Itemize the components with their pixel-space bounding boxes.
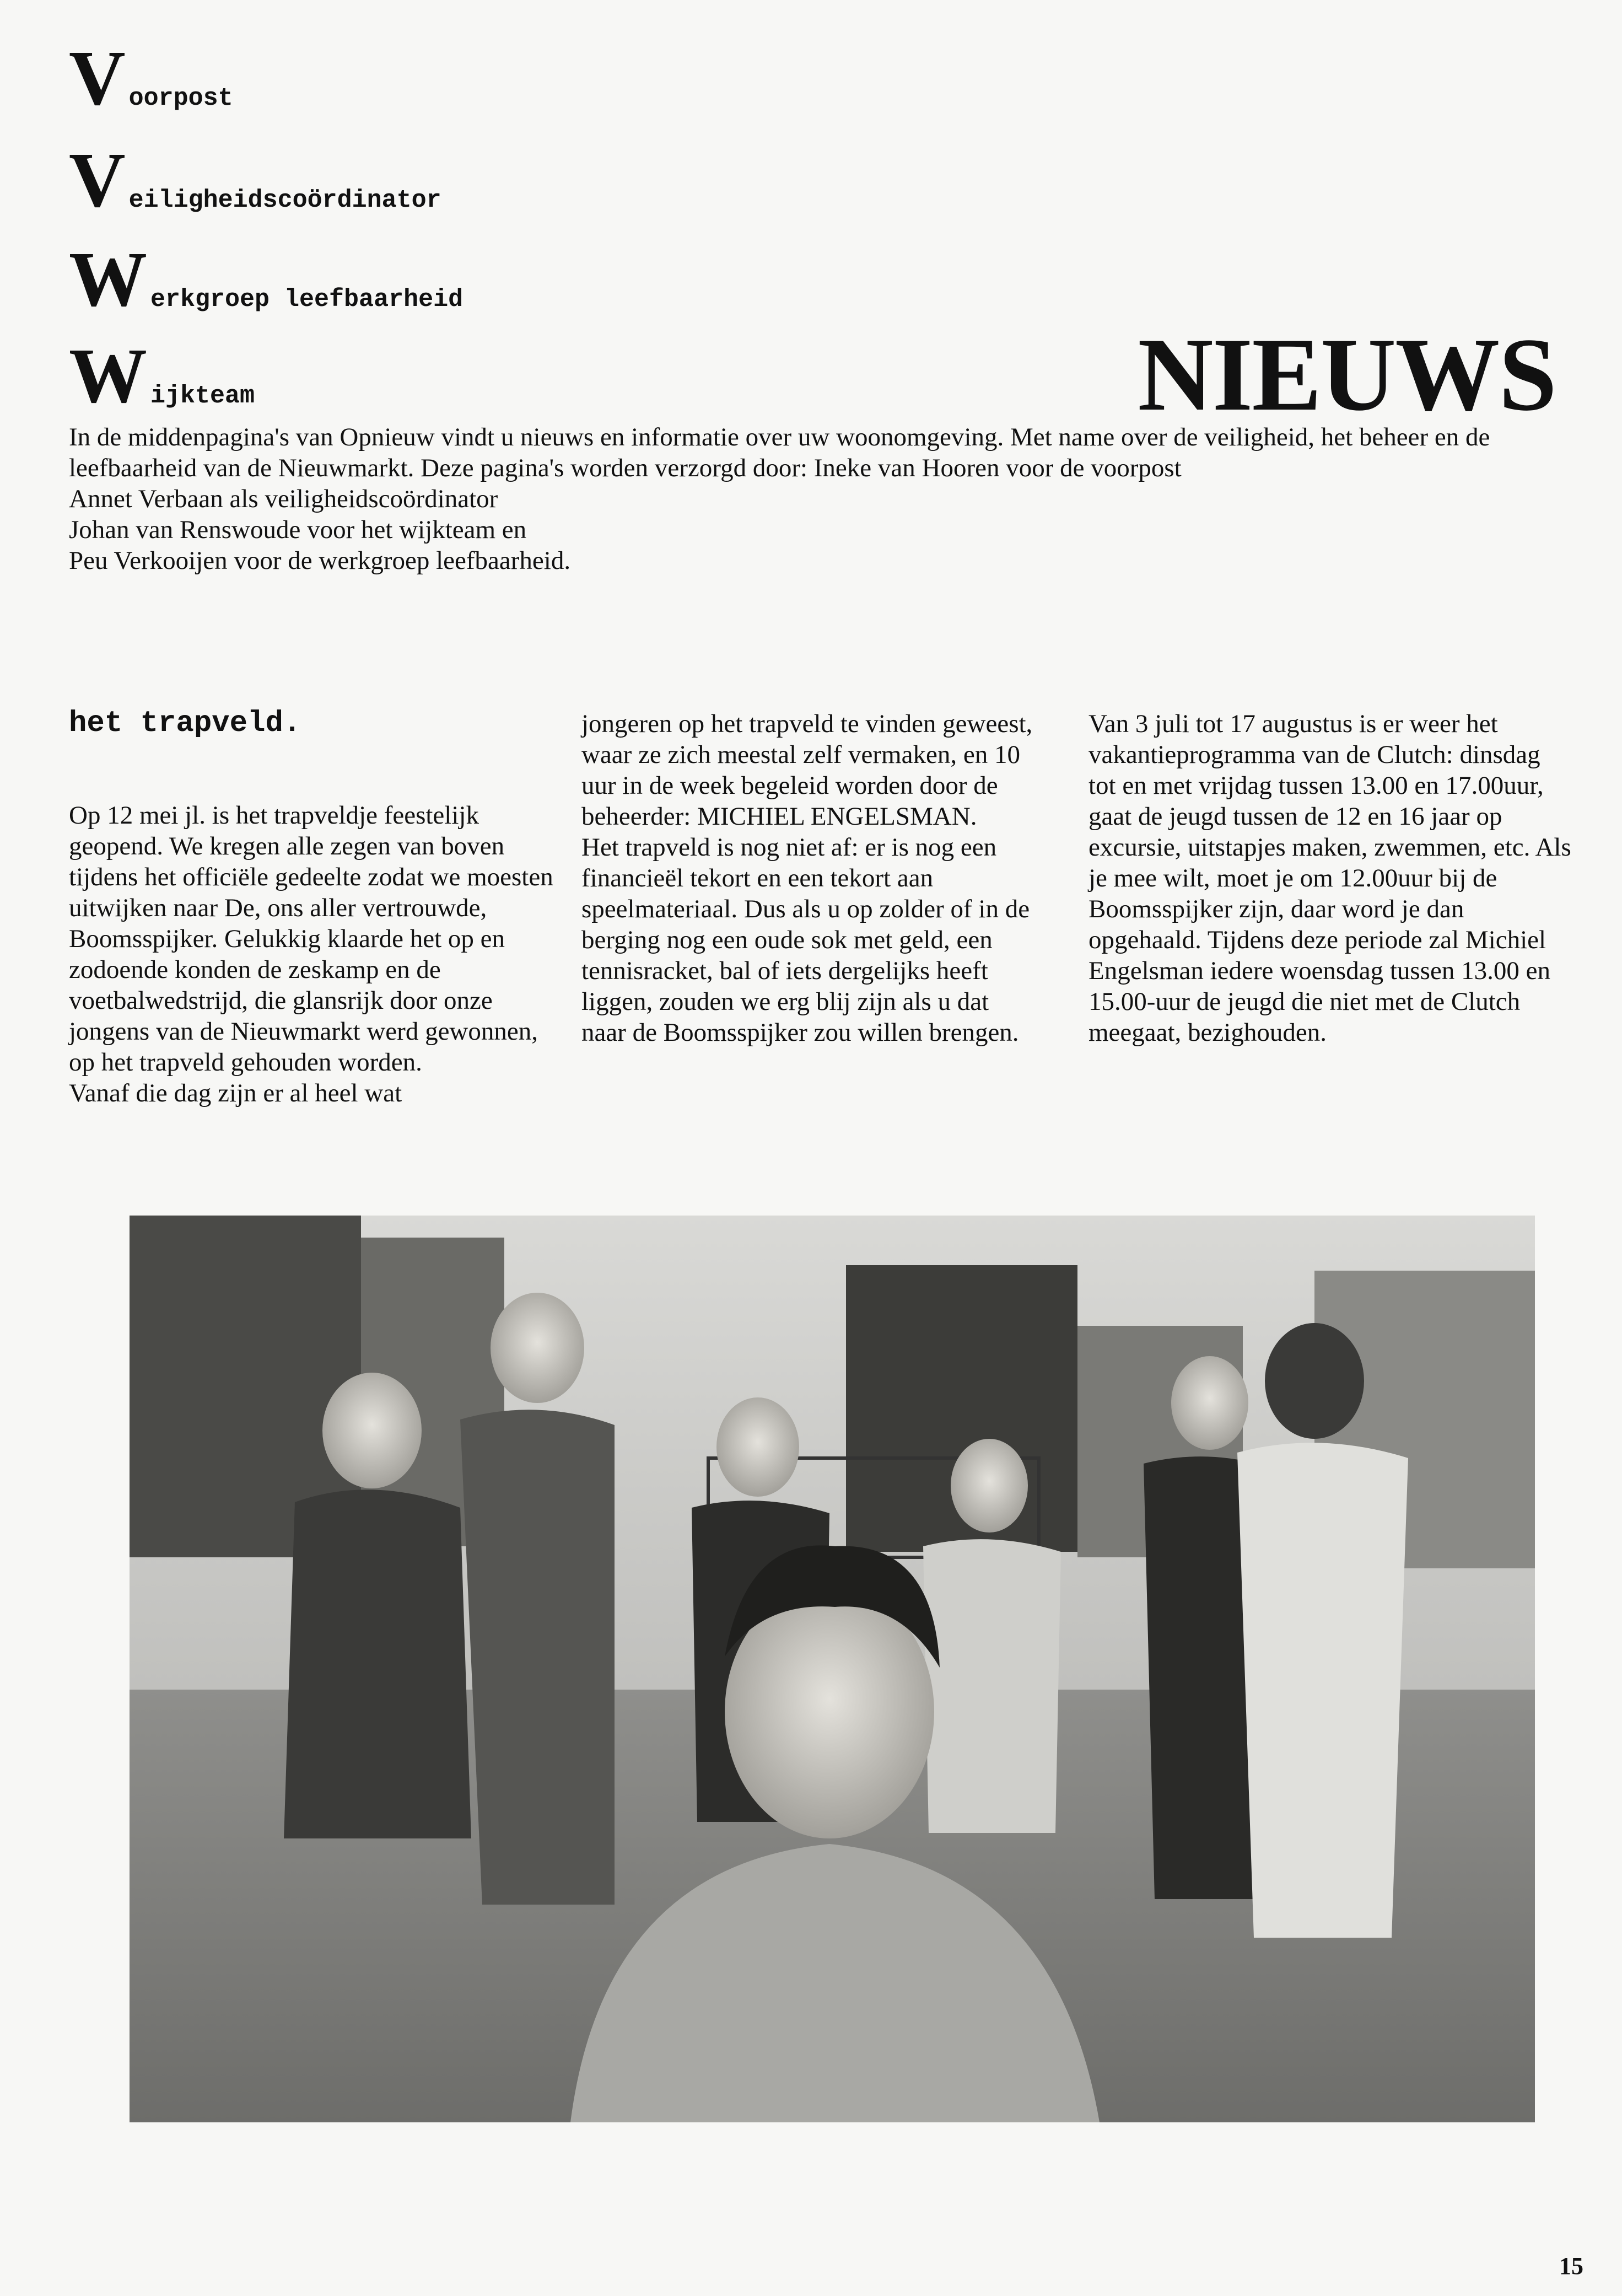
photo-person-head: [1171, 1356, 1248, 1450]
intro-line: In de middenpagina's van Opnieuw vindt u nieuws en informatie over uw woonomgeving. Met name over de veiligheid, het beheer en de leefbaarheid van de Nieuwmarkt. Deze pagina's worden verzorgd door: Ineke van Hooren voor de voorpost: [69, 423, 1490, 482]
photo-person-body: [284, 1490, 471, 1838]
article-heading: het trapveld.: [69, 707, 301, 740]
article-paragraph: liggen, zouden we erg blij zijn als u dat naar de Boomsspijker zou willen brengen.: [581, 987, 1019, 1047]
header-word: eiligheidscoördinator: [128, 186, 441, 214]
article-paragraph: Het trapveld is nog niet af: er is nog een financieël tekort en een tekort aan speelmateriaal. Dus als u op zolder of in de berging nog een oude sok met geld, een tennisracket, bal of iets dergelijks heeft: [581, 833, 1030, 985]
header-wijkteam: [69, 332, 255, 419]
group-photo: [130, 1216, 1535, 2122]
header-initial: W: [69, 235, 147, 322]
intro-line: Peu Verkooijen voor de werkgroep leefbaarheid.: [69, 546, 571, 575]
header-initial: V: [69, 34, 126, 121]
photo-person-body: [460, 1410, 615, 1905]
header-veiligheidscoordinator: [69, 136, 441, 223]
article-column-2: [581, 708, 1039, 1048]
header-word: erkgroep leefbaarheid: [150, 286, 464, 314]
page-title: NIEUWS: [1138, 317, 1556, 433]
article-column-3: [1088, 708, 1573, 1048]
article-column-1: [69, 708, 565, 1109]
photo-person-head: [716, 1397, 799, 1497]
photo-person-head: [951, 1439, 1028, 1533]
header-initial: W: [69, 332, 147, 419]
article-paragraph: jongeren op het trapveld te vinden geweest, waar ze zich meestal zelf vermaken, en 10 uur in de week begeleid worden door de beheerder: MICHIEL ENGELSMAN.: [581, 709, 1033, 831]
header-voorpost: [69, 34, 233, 121]
photo-person-body: [923, 1539, 1061, 1833]
photo-person-body: [1237, 1443, 1408, 1938]
intro-line: Annet Verbaan als veiligheidscoördinator: [69, 485, 498, 513]
article-paragraph: Op 12 mei jl. is het trapveldje feestelijk geopend. We kregen alle zegen van boven tijdens het officiële gedeelte zodat we moesten uitwijken naar De, ons aller vertrouwde, Boomsspijker. Gelukkig klaarde het op en zodoende konden de zeskamp en de voetbalwedstrijd, die glansrijk door onze jongens van de Nieuwmarkt werd gewonnen, op het trapveld gehouden worden.: [69, 801, 553, 1077]
header-word: ijkteam: [150, 382, 255, 410]
header-initial: V: [69, 136, 126, 223]
article-paragraph: Van 3 juli tot 17 augustus is er weer het vakantieprogramma van de Clutch: dinsdag tot en met vrijdag tussen 13.00 en 17.00uur, gaat de jeugd tussen de 12 en 16 jaar op excursie, uitstapjes maken, zwemmen, etc. Als je mee wilt, moet je om 12.00uur bij de Boomsspijker zijn, daar word je dan opgehaald. Tijdens deze periode zal Michiel Engelsman iedere woensdag tussen 13.00 en 15.00-uur de jeugd die niet met de Clutch meegaat, bezighouden.: [1088, 709, 1571, 1047]
intro-text: [69, 422, 1557, 576]
photo-person-head: [491, 1293, 584, 1403]
photo-person-head: [322, 1373, 422, 1488]
photo-person-head: [1265, 1323, 1364, 1439]
header-word: oorpost: [128, 84, 233, 112]
page-number: 15: [1559, 2252, 1583, 2279]
intro-line: Johan van Renswoude voor het wijkteam en: [69, 515, 527, 544]
article-paragraph: Vanaf die dag zijn er al heel wat: [69, 1079, 402, 1107]
header-werkgroep-leefbaarheid: [69, 235, 464, 322]
